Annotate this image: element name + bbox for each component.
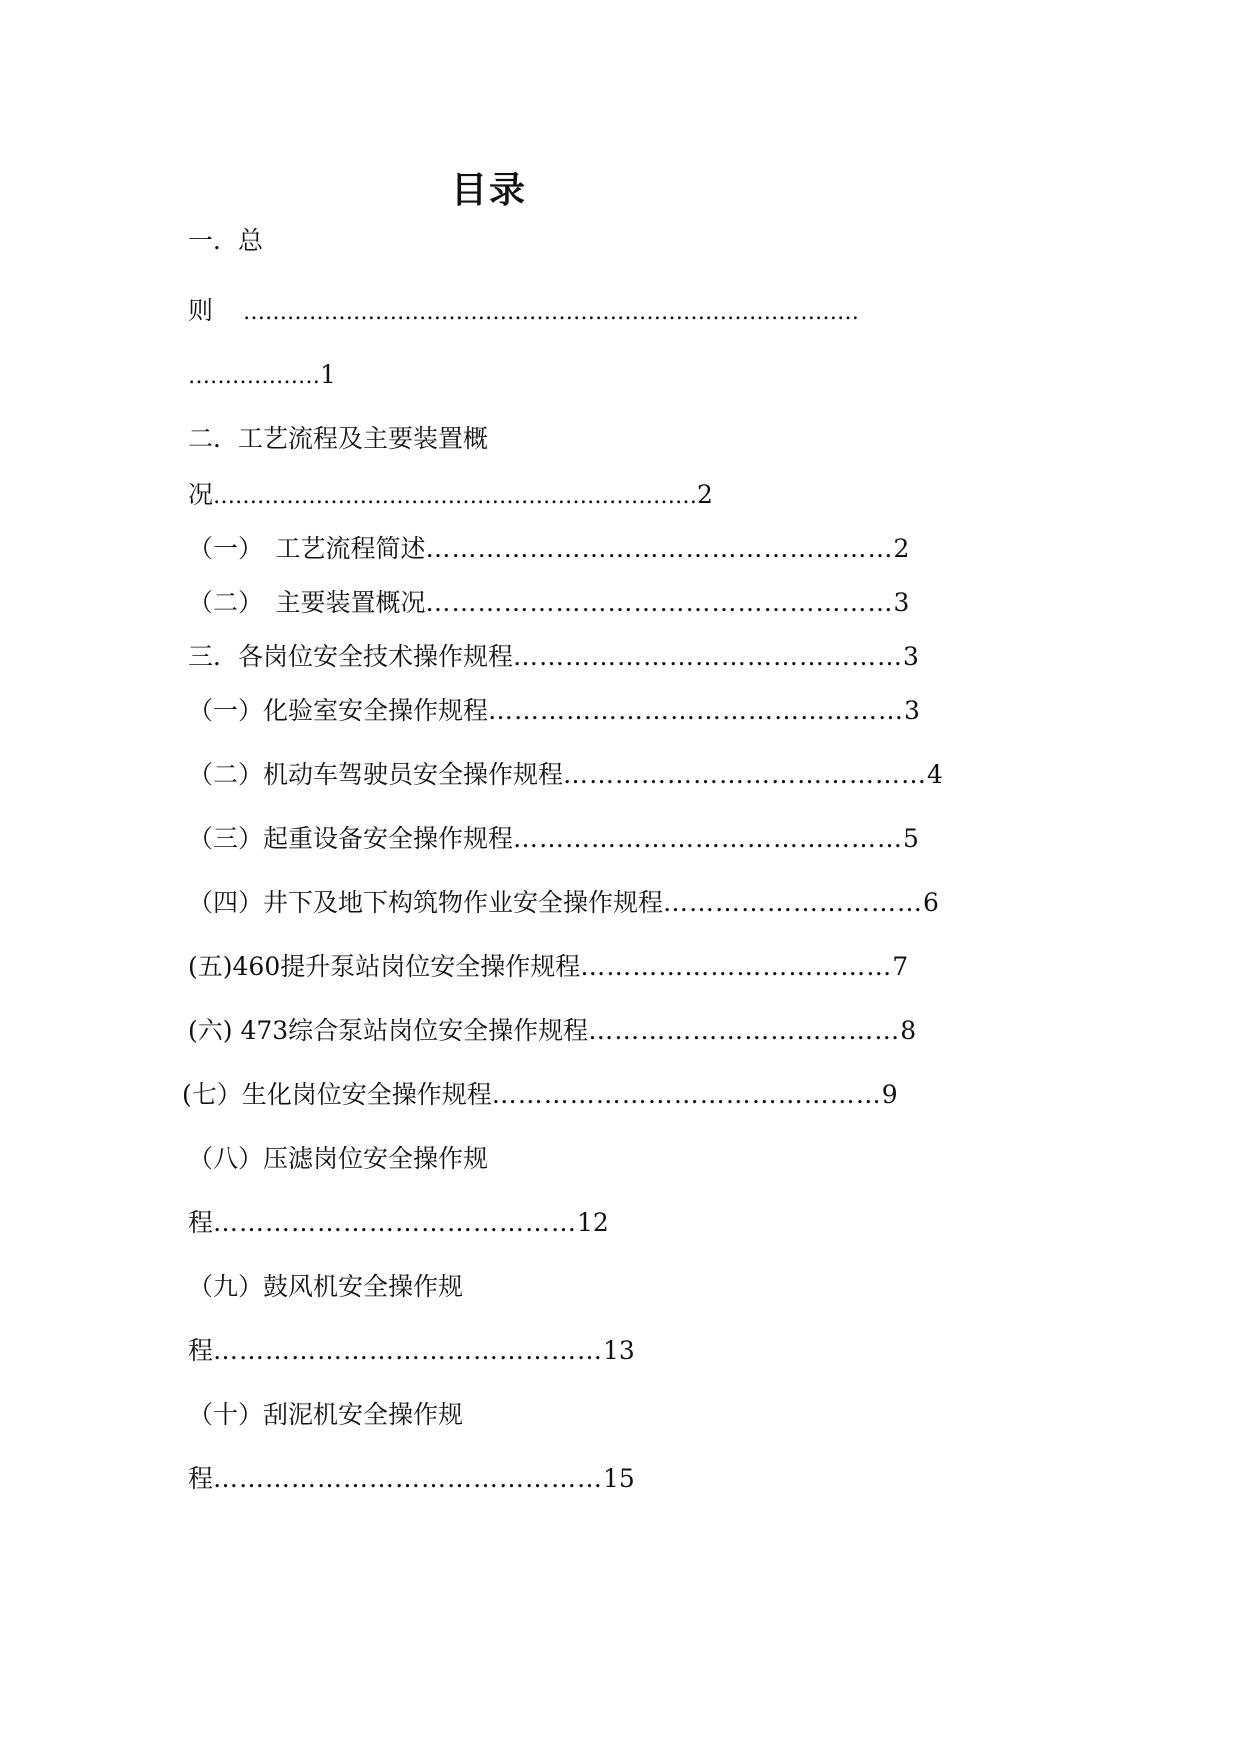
toc-page-number: 1 [320, 360, 336, 389]
toc-entry-underground [188, 886, 939, 920]
toc-entry-general-page [188, 358, 336, 394]
toc-leader-dots: ……………………………… [588, 1016, 901, 1045]
toc-page-number: 15 [603, 1464, 635, 1493]
toc-entry-process-overview [188, 532, 909, 566]
page-title: 目录 [451, 170, 528, 211]
toc-page-number: 7 [892, 952, 909, 981]
toc-label: （八）压滤岗位安全操作规 [188, 1144, 489, 1173]
toc-label: （三）起重设备安全操作规程 [188, 824, 514, 853]
toc-page-number: 3 [903, 642, 919, 671]
toc-page-number: 8 [900, 1016, 917, 1045]
toc-page-number: 12 [577, 1208, 609, 1237]
toc-page-number: 3 [904, 696, 920, 725]
toc-leader-dots: ……………………………………… [213, 1336, 604, 1365]
toc-entry-process-heading [188, 422, 488, 456]
toc-entry-filter-press-line [188, 1206, 609, 1240]
toc-page-number: 2 [697, 480, 713, 509]
toc-leader-dots: ……………………………………… [513, 824, 904, 853]
toc-page-number: 3 [893, 588, 910, 617]
toc-entry-lab [188, 694, 920, 728]
toc-leader-dots: ……………………………………………… [425, 588, 894, 617]
toc-leader-dots: ……………………………………… [213, 1464, 604, 1493]
toc-entry-main-equipment [188, 586, 909, 620]
toc-entry-driver [188, 758, 943, 792]
toc-page-number: 6 [923, 888, 939, 917]
toc-entry-blower-heading [188, 1270, 463, 1304]
toc-leader-dots: …………………………………… [563, 760, 928, 789]
toc-label: 一．总 [188, 226, 264, 255]
toc-leader-dots: ……………………………… [580, 952, 893, 981]
toc-entry-general-line [188, 294, 859, 330]
toc-entry-general-heading [188, 224, 263, 258]
toc-entry-crane [188, 822, 919, 856]
toc-label: 则 [188, 296, 214, 325]
toc-entry-pump-473 [188, 1014, 916, 1048]
toc-entry-scraper-line [188, 1462, 635, 1496]
toc-label: 程 [188, 1336, 214, 1365]
toc-page-number: 5 [903, 824, 919, 853]
toc-label: （四）井下及地下构筑物作业安全操作规程 [188, 888, 664, 917]
toc-label: 二．工艺流程及主要装置概 [188, 424, 489, 453]
toc-entry-biochem [182, 1078, 898, 1112]
toc-leader-dots: ……………………………………… [491, 1080, 882, 1109]
toc-leader-dots: ……………………………………………… [425, 534, 894, 563]
toc-leader-dots: ………………………… [663, 888, 924, 917]
toc-leader-dots: …………………………………… [213, 1208, 578, 1237]
toc-page-number: 2 [893, 534, 910, 563]
toc-label: （一） 工艺流程简述 [188, 534, 426, 563]
toc-leader-dots: ………………………………………………………………………… [242, 300, 859, 325]
toc-label: （一）化验室安全操作规程 [188, 696, 489, 725]
toc-leader-dots: ……………………………………… [513, 642, 904, 671]
toc-entry-scraper-heading [188, 1398, 463, 1432]
toc-page-number: 13 [603, 1336, 635, 1365]
toc-label: 三．各岗位安全技术操作规程 [188, 642, 514, 671]
toc-entry-safety-rules [188, 640, 919, 674]
toc-label: 程 [188, 1208, 214, 1237]
toc-label: （九）鼓风机安全操作规 [188, 1272, 464, 1301]
toc-page-number: 4 [927, 760, 943, 789]
toc-label: （十）刮泥机安全操作规 [188, 1400, 464, 1429]
toc-label: (七）生化岗位安全操作规程 [182, 1080, 492, 1109]
toc-page-number: 9 [881, 1080, 898, 1109]
toc-entry-filter-press-heading [188, 1142, 488, 1176]
toc-entry-process-line [188, 478, 713, 514]
toc-label: 程 [188, 1464, 214, 1493]
toc-label: 况 [188, 480, 214, 509]
toc-label: (六) 473综合泵站岗位安全操作规程 [188, 1016, 589, 1045]
toc-leader-dots: ………………………………………… [488, 696, 905, 725]
toc-label: （二）机动车驾驶员安全操作规程 [188, 760, 564, 789]
toc-leader-dots: ………………………………………………………… [213, 484, 698, 509]
toc-label: (五)460提升泵站岗位安全操作规程 [188, 952, 581, 981]
toc-leader-dots: ……………… [188, 364, 320, 389]
toc-entry-blower-line [188, 1334, 635, 1368]
toc-entry-pump-460 [188, 950, 908, 984]
toc-label: （二） 主要装置概况 [188, 588, 426, 617]
